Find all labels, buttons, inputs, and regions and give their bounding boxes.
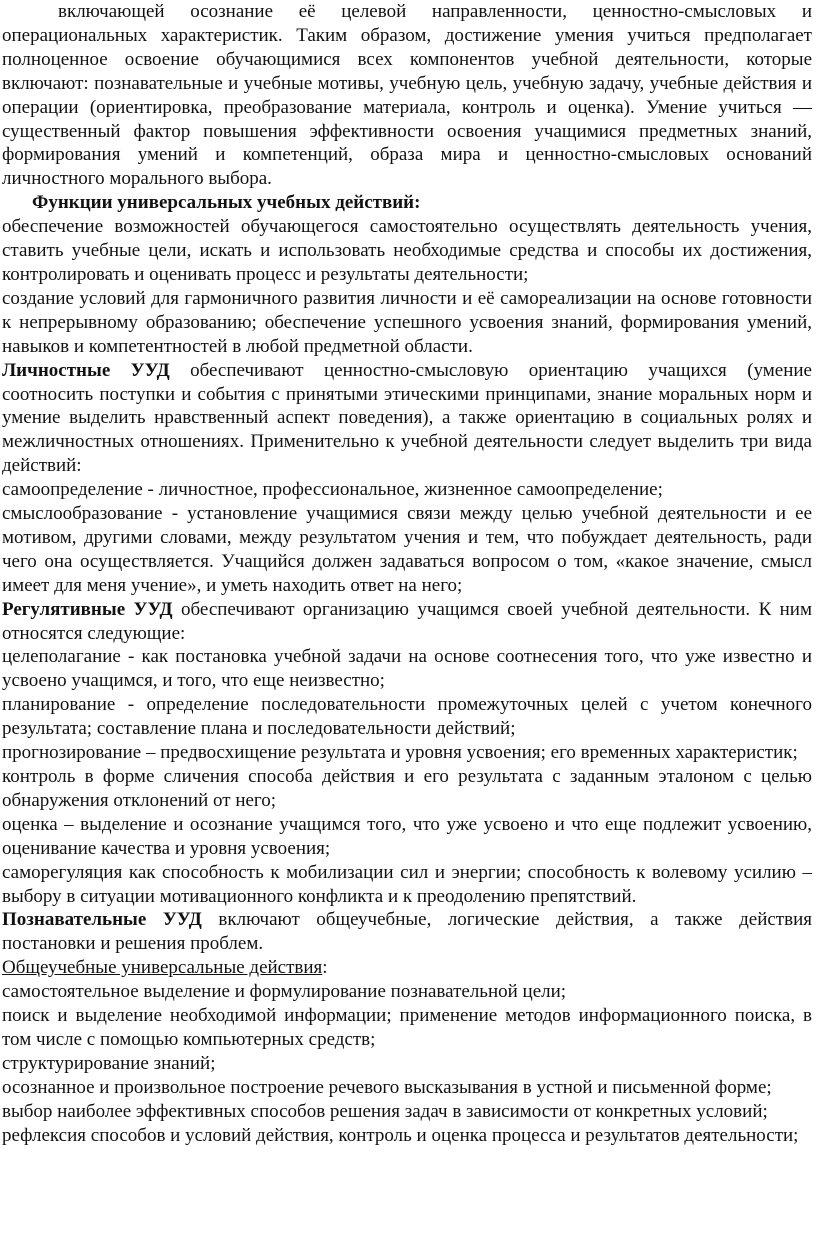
cognitive-uud-text: включают общеучебные, логические действия, а также действия постановки и решения проблем.	[2, 909, 812, 955]
general-actions-heading-suffix: :	[322, 957, 328, 979]
functions-heading: Функции универсальных учебных действий:	[32, 192, 421, 214]
general-item: структурирование знаний;	[2, 1052, 216, 1074]
cognitive-uud-label: Познавательные УУД	[2, 909, 202, 931]
regulatory-item: планирование - определение последовательности промежуточных целей с учетом конечного результата; составление плана и последовательности действий;	[2, 694, 812, 740]
general-item: осознанное и произвольное построение речевого высказывания в устной и письменной форме;	[2, 1076, 772, 1098]
regulatory-item: целеполагание - как постановка учебной задачи на основе соотнесения того, что уже известно и усвоено учащимся, и того, что еще неизвестно;	[2, 646, 812, 692]
general-actions-heading-line	[2, 956, 812, 980]
personal-uud-paragraph	[2, 359, 812, 479]
general-item: самостоятельное выделение и формулирование познавательной цели;	[2, 981, 567, 1003]
regulatory-uud-text: обеспечивают организацию учащимся своей учебной деятельности. К ним относятся следующие:	[2, 598, 813, 644]
functions-item: обеспечение возможностей обучающегося самостоятельно осуществлять деятельность учения, ставить учебные цели, искать и использовать необходимые средства и способы их достижения, контролировать и оценивать процесс и результаты деятельности;	[2, 216, 812, 285]
general-item: рефлексия способов и условий действия, контроль и оценка процесса и результатов деятельности;	[2, 1124, 799, 1146]
personal-uud-text: обеспечивают ценностно-смысловую ориентацию учащихся (умение соотносить поступки и события с принятыми этическими принципами, знание моральных норм и умение выделить нравственный аспект поведения), а также ориентацию в социальных ролях и межличностных отношениях. Применительно к учебной деятельности следует выделить три вида действий:	[2, 359, 812, 477]
functions-item: создание условий для гармоничного развития личности и её самореализации на основе готовности к непрерывному образованию; обеспечение успешного усвоения знаний, формирования умений, навыков и компетентностей в любой предметной области.	[2, 287, 812, 357]
personal-uud-label: Личностные УУД	[2, 359, 170, 381]
personal-item: смыслообразование - установление учащимися связи между целью учебной деятельности и ее мотивом, другими словами, между результатом учения и тем, что побуждает деятельность, ради чего она осуществляется. Учащийся должен задаваться вопросом о том, «какое значение, смысл имеет для меня учение», и уметь находить ответ на него;	[2, 503, 812, 596]
regulatory-uud-label: Регулятивные УУД	[2, 598, 173, 620]
intro-paragraph: включающей осознание её целевой направленности, ценностно-смысловых и операциональных характеристик. Таким образом, достижение умения учиться предполагает полноценное освоение обучающимися всех компонентов учебной деятельности, которые включают: познавательные и учебные мотивы, учебную цель, учебную задачу, учебные действия и операции (ориентировка, преобразование материала, контроль и оценка). Умение учиться — существенный фактор повышения эффективности освоения учащимися предметных знаний, формирования умений и компетенций, образа мира и ценностно-смысловых оснований личностного морального выбора.	[2, 1, 812, 190]
general-actions-heading: Общеучебные универсальные действия	[2, 957, 323, 979]
regulatory-item: контроль в форме сличения способа действия и его результата с заданным эталоном с целью обнаружения отклонений от него;	[2, 766, 812, 811]
cognitive-uud-paragraph	[2, 908, 812, 956]
general-item: выбор наиболее эффективных способов решения задач в зависимости от конкретных условий;	[2, 1100, 768, 1122]
personal-item: самоопределение - личностное, профессиональное, жизненное самоопределение;	[2, 479, 663, 501]
regulatory-item: прогнозирование – предвосхищение результата и уровня усвоения; его временных характеристик;	[2, 742, 798, 764]
regulatory-uud-paragraph	[2, 598, 812, 646]
regulatory-item: саморегуляция как способность к мобилизации сил и энергии; способность к волевому усилию – выбору в ситуации мотивационного конфликта и к преодолению препятствий.	[2, 861, 812, 907]
general-item: поиск и выделение необходимой информации; применение методов информационного поиска, в том числе с помощью компьютерных средств;	[2, 1005, 812, 1050]
regulatory-item: оценка – выделение и осознание учащимся того, что уже усвоено и что еще подлежит усвоению, оценивание качества и уровня усвоения;	[2, 813, 812, 859]
